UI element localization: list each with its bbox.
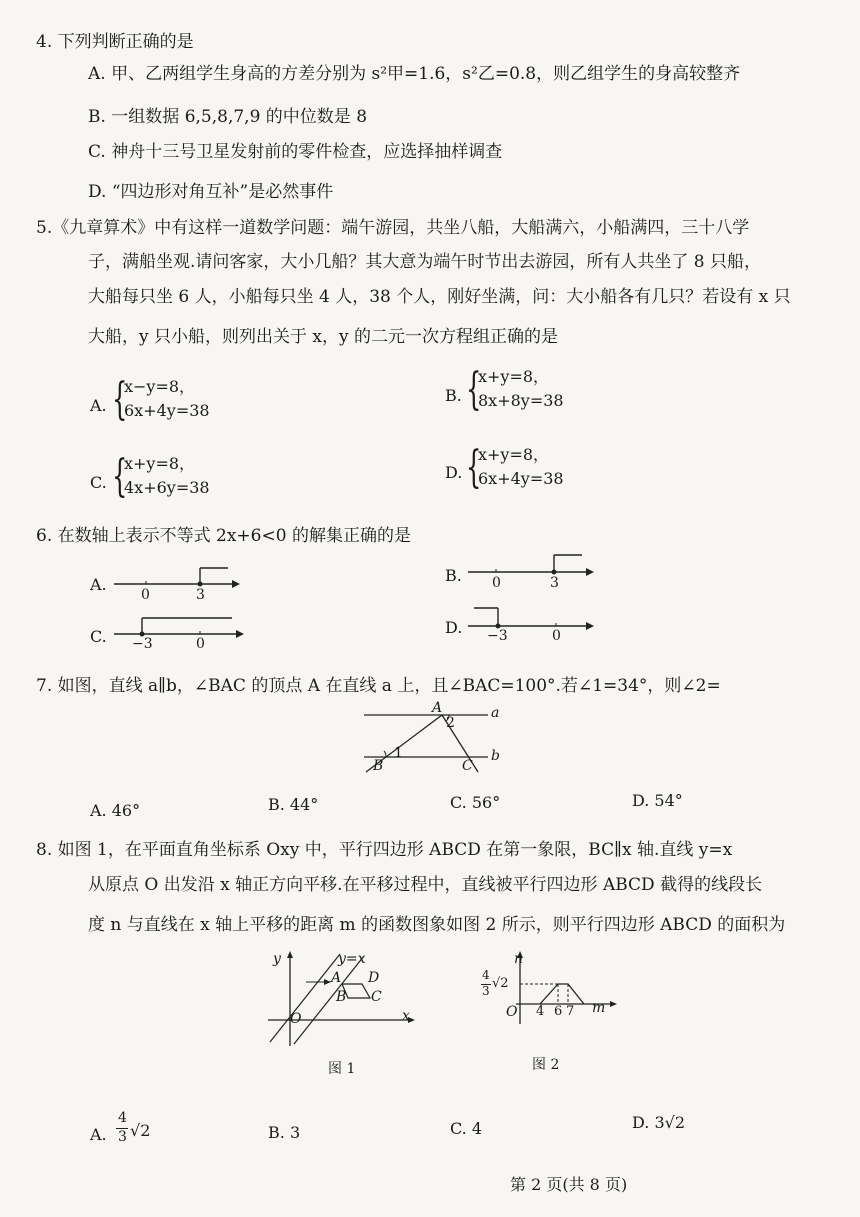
- q7-label-C: C: [462, 758, 473, 774]
- q4-option-a: A. 甲、乙两组学生身高的方差分别为 s²甲=1.6，s²乙=0.8，则乙组学生的身高较整齐: [88, 64, 741, 84]
- q6-option-b-label: B.: [445, 566, 462, 585]
- q8-option-a-den: 3: [118, 1129, 127, 1145]
- q8-fig2-root: √2: [492, 976, 509, 991]
- q8-fig2-tick-6: 6: [554, 1004, 563, 1019]
- q6-stem: 6. 在数轴上表示不等式 2x+6<0 的解集正确的是: [36, 526, 411, 546]
- q8-line1: 8. 如图 1，在平面直角坐标系 Oxy 中，平行四边形 ABCD 在第一象限，BC∥x 轴.直线 y=x: [36, 840, 733, 860]
- q6-option-d-tick-0: 0: [552, 628, 561, 644]
- q7-label-angle-1: 1: [394, 745, 403, 761]
- q8-fig1-label-A: A: [331, 970, 342, 986]
- q6-option-c-tick-0: 0: [196, 636, 205, 652]
- q5-option-b-eq1: x+y=8，: [478, 367, 550, 386]
- q5-option-c-eq2: 4x+6y=38: [124, 478, 210, 497]
- q5-option-c-label: C.: [90, 473, 107, 492]
- q6-option-a-tick-0: 0: [141, 587, 150, 603]
- q4-option-d: D. “四边形对角互补”是必然事件: [88, 182, 334, 202]
- q5-option-d-eq1: x+y=8，: [478, 445, 550, 464]
- brace-icon: {: [466, 364, 482, 415]
- q6-option-c-label: C.: [90, 627, 107, 646]
- q8-option-a-root: √2: [130, 1121, 151, 1140]
- q8-fig2-label-n: n: [514, 951, 524, 967]
- q7-option-d: D. 54°: [632, 791, 683, 810]
- q7-option-b: B. 44°: [268, 795, 319, 814]
- q7-stem: 7. 如图，直线 a∥b，∠BAC 的顶点 A 在直线 a 上，且∠BAC=100°.若∠1=34°，则∠2=: [36, 676, 721, 696]
- brace-icon: {: [112, 451, 128, 502]
- q4-option-b: B. 一组数据 6,5,8,7,9 的中位数是 8: [88, 107, 368, 127]
- q5-option-a-label: A.: [90, 396, 107, 415]
- q8-fig1-label-D: D: [368, 970, 380, 986]
- q5-option-b-eq2: 8x+8y=38: [478, 391, 564, 410]
- q6-option-d-tick-neg3: −3: [487, 628, 508, 644]
- q8-line2: 从原点 O 出发沿 x 轴正方向平移.在平移过程中，直线被平行四边形 ABCD 截得的线段长: [88, 875, 763, 895]
- q5-option-a-eq1: x−y=8，: [124, 377, 196, 396]
- q5-option-d-label: D.: [445, 463, 463, 482]
- q5-line2: 子，满船坐观.请问客家，大小几船？其大意为端午时节出去游园，所有人共坐了 8 只船，: [88, 252, 762, 272]
- q5-line3: 大船每只坐 6 人，小船每只坐 4 人，38 个人，刚好坐满，问：大小船各有几只？若设有 x 只: [88, 287, 791, 307]
- q7-label-B: B: [373, 758, 384, 774]
- q6-option-a-number-line: [112, 560, 242, 604]
- q7-option-a: A. 46°: [90, 801, 141, 820]
- q8-option-d-label: D.: [632, 1113, 650, 1132]
- q8-option-d-text: 3√2: [654, 1113, 685, 1132]
- q8-fig2-frac-num: 4: [482, 968, 490, 982]
- q8-option-c-label: C.: [450, 1119, 467, 1138]
- q8-fig2-tick-4: 4: [536, 1004, 545, 1019]
- q7-label-a: a: [491, 705, 500, 721]
- q8-option-c-text: 4: [471, 1119, 483, 1138]
- q7-label-angle-2: 2: [446, 715, 455, 731]
- q5-option-b-label: B.: [445, 386, 462, 405]
- q8-fig1-caption: 图 1: [328, 1061, 356, 1077]
- page-footer: 第 2 页(共 8 页): [510, 1175, 628, 1194]
- q8-fig2-frac-den: 3: [482, 984, 490, 998]
- q6-option-d-label: D.: [445, 618, 463, 637]
- q5-option-d-eq2: 6x+4y=38: [478, 469, 564, 488]
- q7-label-A: A: [432, 700, 443, 716]
- q5-option-a-eq2: 6x+4y=38: [124, 401, 210, 420]
- q8-option-b: [268, 1122, 300, 1144]
- q6-option-d-number-line: [466, 602, 596, 642]
- q5-line1: 5.《九章算术》中有这样一道数学问题：端午游园，共坐八船，大船满六，小船满四，三十八学: [36, 218, 750, 238]
- q5-line4: 大船，y 只小船，则列出关于 x，y 的二元一次方程组正确的是: [88, 327, 559, 347]
- q8-fig1-label-y: y: [273, 951, 281, 967]
- q5-option-c-eq1: x+y=8，: [124, 454, 196, 473]
- q8-fig1-label-C: C: [371, 989, 382, 1005]
- q8-fig2-label-m: m: [592, 1000, 606, 1016]
- brace-icon: {: [466, 442, 482, 493]
- q8-fig1-label-line: y=x: [338, 951, 366, 967]
- q6-option-b-tick-0: 0: [492, 575, 501, 591]
- q8-fig2-tick-7: 7: [566, 1004, 575, 1019]
- q6-option-b-number-line: [466, 550, 596, 590]
- q8-fig1-label-B: B: [336, 989, 347, 1005]
- q6-option-a-label: A.: [90, 575, 107, 594]
- brace-icon: {: [112, 374, 128, 425]
- q8-fig2-label-O: O: [506, 1004, 518, 1020]
- q8-option-a-label: A.: [90, 1125, 107, 1144]
- q8-option-c: [450, 1118, 482, 1140]
- q8-fig1-label-O: O: [290, 1011, 302, 1027]
- q8-option-a-num: 4: [118, 1110, 127, 1126]
- q8-fig2-caption: 图 2: [532, 1057, 560, 1073]
- q7-option-c: C. 56°: [450, 793, 501, 812]
- q6-option-a-tick-3: 3: [196, 587, 205, 603]
- q8-fig1-label-x: x: [402, 1008, 410, 1024]
- q7-label-b: b: [491, 748, 500, 764]
- q6-option-c-tick-neg3: −3: [132, 636, 153, 652]
- q8-option-b-label: B.: [268, 1123, 285, 1142]
- q6-option-b-tick-3: 3: [550, 575, 559, 591]
- q8-line3: 度 n 与直线在 x 轴上平移的距离 m 的函数图象如图 2 所示，则平行四边形 ABCD 的面积为: [88, 915, 786, 935]
- q8-option-d: [632, 1112, 685, 1134]
- q8-option-b-text: 3: [289, 1123, 301, 1142]
- q4-stem: 4. 下列判断正确的是: [36, 32, 194, 52]
- q4-option-c: C. 神舟十三号卫星发射前的零件检查，应选择抽样调查: [88, 142, 503, 162]
